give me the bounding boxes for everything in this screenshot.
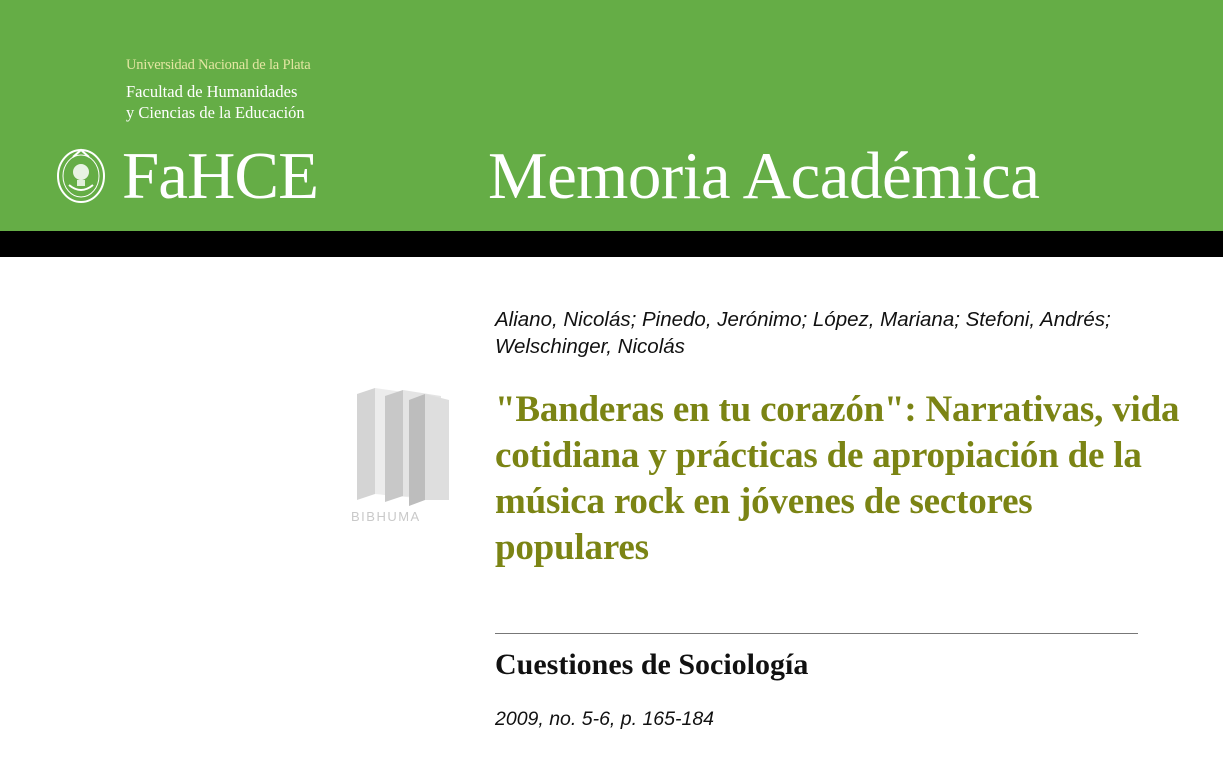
university-name: Universidad Nacional de la Plata [126, 57, 311, 73]
faculty-line-2: y Ciencias de la Educación [126, 103, 305, 122]
faculty-name [126, 81, 305, 123]
header-banner [0, 0, 1223, 231]
faculty-line-1: Facultad de Humanidades [126, 82, 298, 101]
fahce-acronym: FaHCE [122, 139, 318, 213]
title-divider [495, 633, 1138, 634]
journal-name: Cuestiones de Sociología [495, 648, 809, 681]
citation-details: 2009, no. 5-6, p. 165-184 [495, 708, 715, 730]
bibhuma-books-icon [345, 382, 460, 507]
header-divider-bar [0, 231, 1223, 257]
bibhuma-label: BIBHUMA [351, 509, 421, 524]
university-seal-icon [55, 145, 107, 205]
repository-name: Memoria Académica [488, 139, 1040, 213]
bibhuma-logo [345, 382, 460, 527]
document-title: "Banderas en tu corazón": Narrativas, vida cotidiana y prácticas de apropiación de la música rock en jóvenes de sectores populares [495, 389, 1180, 568]
document-authors: Aliano, Nicolás; Pinedo, Jerónimo; López, Mariana; Stefoni, Andrés; Welschinger, Nicolás [495, 308, 1111, 358]
